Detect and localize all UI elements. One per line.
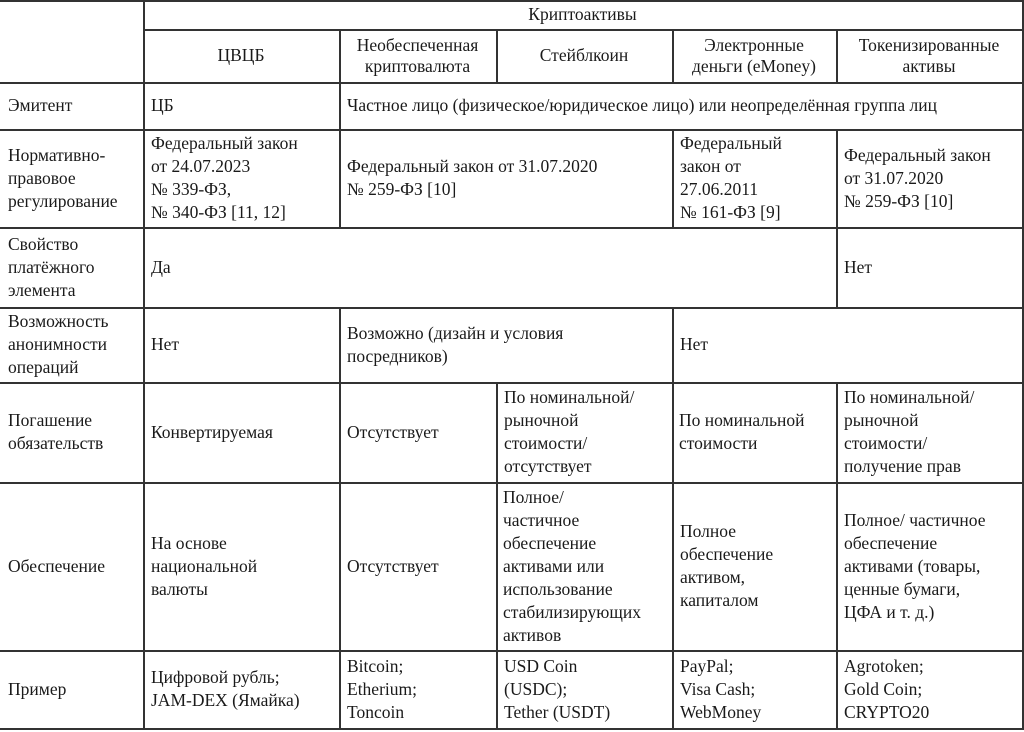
- redemption-stablecoin: По номинальной/ рыночной стоимости/ отсутствует: [496, 382, 674, 484]
- example-emoney: PayPal; Visa Cash; WebMoney: [672, 650, 838, 730]
- header-group-label: Криптоактивы: [528, 4, 637, 24]
- row-label-backing: Обеспечение: [0, 482, 145, 652]
- redemption-tokenized: По номинальной/ рыночной стоимости/ получение прав: [836, 382, 1024, 484]
- row-label-payment-property: Свойство платёжного элемента: [0, 227, 145, 309]
- redemption-emoney: По номинальной стоимости: [672, 382, 838, 484]
- anonymity-emoney-tokenized: Нет: [672, 307, 1024, 384]
- anonymity-crypto-stablecoin: Возможно (дизайн и условия посредников): [339, 307, 674, 384]
- backing-stablecoin: Полное/ частичное обеспечение активами или использование стабилизирующих активов: [496, 482, 674, 652]
- column-header-unbacked-crypto: Необеспеченная криптовалюта: [339, 29, 498, 84]
- anonymity-cbdc: Нет: [143, 307, 341, 384]
- header-corner-cell: [0, 0, 145, 84]
- example-cbdc: Цифровой рубль; JAM-DEX (Ямайка): [143, 650, 341, 730]
- issuer-private: Частное лицо (физическое/юридическое лицо) или неопределённая группа лиц: [339, 82, 1024, 131]
- regulation-crypto-stablecoin: Федеральный закон от 31.07.2020 № 259-ФЗ [10]: [339, 129, 674, 229]
- column-header-emoney: Электронные деньги (eMoney): [672, 29, 838, 84]
- payment-property-tokenized: Нет: [836, 227, 1024, 309]
- row-label-example: Пример: [0, 650, 145, 730]
- backing-emoney: Полное обеспечение активом, капиталом: [672, 482, 838, 652]
- regulation-tokenized: Федеральный закон от 31.07.2020 № 259-ФЗ [10]: [836, 129, 1024, 229]
- backing-tokenized: Полное/ частичное обеспечение активами (товары, ценные бумаги, ЦФА и т. д.): [836, 482, 1024, 652]
- redemption-cbdc: Конвертируемая: [143, 382, 341, 484]
- column-header-cbdc: ЦВЦБ: [143, 29, 341, 84]
- example-crypto: Bitcoin; Etherium; Toncoin: [339, 650, 498, 730]
- issuer-cbdc: ЦБ: [143, 82, 341, 131]
- column-header-stablecoin: Стейблкоин: [496, 29, 674, 84]
- example-tokenized: Agrotoken; Gold Coin; CRYPTO20: [836, 650, 1024, 730]
- row-label-issuer: Эмитент: [0, 82, 145, 131]
- row-label-regulation: Нормативно- правовое регулирование: [0, 129, 145, 229]
- redemption-crypto: Отсутствует: [339, 382, 498, 484]
- regulation-emoney: Федеральный закон от 27.06.2011 № 161-ФЗ [9]: [672, 129, 838, 229]
- row-label-redemption: Погашение обязательств: [0, 382, 145, 484]
- row-label-anonymity: Возможность анонимности операций: [0, 307, 145, 384]
- header-group-cryptoassets: [143, 0, 1024, 31]
- regulation-cbdc: Федеральный закон от 24.07.2023 № 339-ФЗ, № 340-ФЗ [11, 12]: [143, 129, 341, 229]
- backing-cbdc: На основе национальной валюты: [143, 482, 341, 652]
- example-stablecoin: USD Coin (USDC); Tether (USDT): [496, 650, 674, 730]
- backing-crypto: Отсутствует: [339, 482, 498, 652]
- payment-property-yes: Да: [143, 227, 838, 309]
- column-header-tokenized: Токенизированные активы: [836, 29, 1024, 84]
